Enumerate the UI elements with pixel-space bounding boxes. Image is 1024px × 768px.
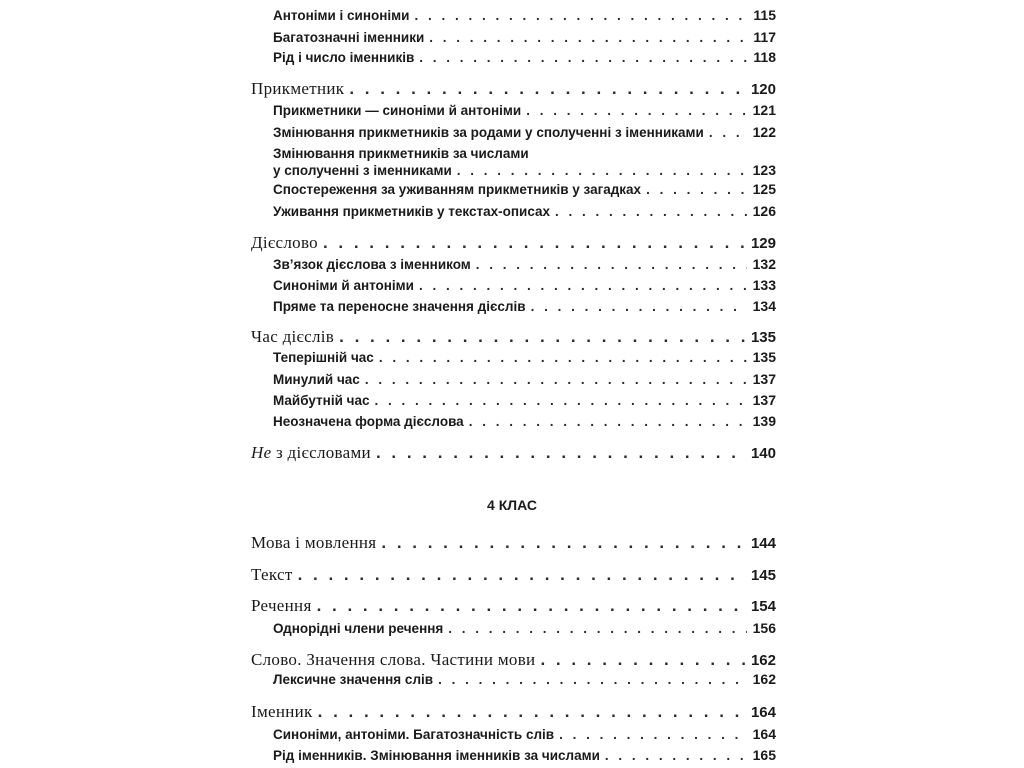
toc-entry-page: 122 (752, 124, 776, 140)
toc-chapter[interactable] (251, 328, 776, 345)
toc-entry-page: 133 (752, 277, 776, 293)
toc-entry-title: Однорідні члени речення (273, 620, 444, 636)
toc-entry-title: Багатозначні іменники (273, 29, 425, 45)
toc-entry[interactable] (273, 748, 776, 762)
toc-chapter[interactable] (251, 703, 776, 720)
dot-leader (469, 415, 747, 429)
toc-chapter-page: 140 (750, 445, 776, 462)
toc-entry-page: 125 (752, 181, 776, 197)
toc-entry-title: Минулий час (273, 371, 360, 387)
dot-leader (365, 373, 747, 387)
toc-chapter[interactable] (251, 444, 776, 461)
dot-leader (381, 534, 745, 551)
toc-chapter-title (251, 444, 371, 461)
section-heading: 4 КЛАС (487, 497, 537, 513)
dot-leader (605, 749, 747, 763)
toc-entry-title: у сполученні з іменниками (273, 162, 452, 178)
toc-entry[interactable] (273, 278, 776, 292)
toc-entry-page: 135 (752, 349, 776, 365)
toc-entry-page: 118 (753, 49, 776, 65)
toc-chapter-title: Час дієслів (251, 327, 335, 346)
toc-entry[interactable] (273, 30, 776, 44)
toc-entry-title: Майбутній час (273, 392, 370, 408)
toc-entry-page: 137 (752, 392, 776, 408)
toc-entry[interactable] (273, 163, 776, 177)
toc-entry-page: 121 (752, 102, 776, 118)
dot-leader (318, 703, 745, 720)
toc-entry-page: 123 (752, 162, 776, 178)
toc-entry-title: Неозначена форма дієслова (273, 413, 464, 429)
toc-entry[interactable] (273, 672, 776, 686)
toc-chapter-title: Текст (251, 565, 293, 584)
dot-leader (540, 651, 745, 668)
toc-entry-page: 156 (752, 620, 776, 636)
toc-chapter-page: 144 (750, 535, 776, 552)
toc-entry-page: 117 (753, 29, 776, 45)
dot-leader (476, 258, 747, 272)
toc-entry[interactable] (273, 621, 776, 635)
toc-chapter-title: Слово. Значення слова. Частини мови (251, 650, 536, 669)
toc-entry[interactable] (273, 182, 776, 196)
dot-leader (414, 9, 747, 23)
toc-entry-page: 162 (752, 671, 776, 687)
toc-entry-page: 165 (752, 747, 776, 763)
dot-leader (376, 444, 745, 461)
dot-leader (379, 351, 747, 365)
toc-entry-title: Рід іменників. Змінювання іменників за числами (273, 747, 600, 763)
toc-entry[interactable] (273, 372, 776, 386)
toc-entry[interactable] (273, 299, 776, 313)
toc-entry[interactable] (273, 8, 776, 22)
toc-chapter[interactable] (251, 597, 776, 614)
dot-leader (419, 51, 747, 65)
toc-chapter-title: Дієслово (251, 233, 318, 252)
toc-chapter-page: 145 (750, 567, 776, 584)
toc-chapter-page: 154 (750, 598, 776, 615)
toc-chapter-page: 120 (750, 81, 776, 98)
toc-entry-title: Синоніми й антоніми (273, 277, 414, 293)
dot-leader (559, 728, 747, 742)
dot-leader (323, 234, 745, 251)
toc-chapter-title: Мова і мовлення (251, 533, 377, 552)
toc-chapter-title-italic: Не (251, 443, 272, 462)
toc-entry-page: 164 (752, 726, 776, 742)
toc-entry-title-line1: Змінювання прикметників за числами (273, 146, 529, 161)
toc-entry[interactable] (273, 103, 776, 117)
dot-leader (526, 104, 746, 118)
dot-leader (448, 622, 746, 636)
toc-chapter-title-rest: з дієсловами (271, 443, 371, 462)
toc-entry-title: Теперішній час (273, 349, 374, 365)
toc-chapter[interactable] (251, 566, 776, 583)
toc-entry[interactable] (273, 125, 776, 139)
toc-entry[interactable] (273, 50, 776, 64)
toc-chapter-title: Прикметник (251, 79, 345, 98)
toc-entry[interactable] (273, 350, 776, 364)
toc-entry[interactable] (273, 727, 776, 741)
toc-chapter[interactable] (251, 80, 776, 97)
toc-entry-title: Пряме та переносне значення дієслів (273, 298, 526, 314)
toc-entry-title: Рід і число іменників (273, 49, 415, 65)
dot-leader (709, 126, 747, 140)
toc-entry[interactable] (273, 393, 776, 407)
toc-entry-page: 126 (752, 203, 776, 219)
toc-entry-title: Змінювання прикметників за родами у сполученні з іменниками (273, 124, 704, 140)
toc-chapter-page: 162 (750, 652, 776, 669)
toc-chapter[interactable] (251, 651, 776, 668)
toc-entry[interactable] (273, 257, 776, 271)
toc-entry-title: Лексичне значення слів (273, 671, 434, 687)
toc-chapter-page: 135 (750, 329, 776, 346)
dot-leader (429, 31, 747, 45)
toc-entry-title: Синоніми, антоніми. Багатозначність слів (273, 726, 555, 742)
toc-entry[interactable] (273, 414, 776, 428)
dot-leader (531, 300, 747, 314)
dot-leader (317, 597, 745, 614)
toc-entry-title: Уживання прикметників у текстах-описах (273, 203, 551, 219)
toc-entry-page: 137 (752, 371, 776, 387)
toc-entry-title: Зв’язок дієслова з іменником (273, 256, 471, 272)
toc-entry-title: Спостереження за уживанням прикметників у загадках (273, 181, 642, 197)
dot-leader (457, 164, 747, 178)
toc-entry-page: 115 (753, 7, 776, 23)
toc-chapter[interactable] (251, 534, 776, 551)
dot-leader (374, 394, 746, 408)
dot-leader (438, 673, 747, 687)
toc-chapter-title: Іменник (251, 702, 313, 721)
dot-leader (419, 279, 747, 293)
toc-chapter-title: Речення (251, 596, 312, 615)
toc-entry-title: Антоніми і синоніми (273, 7, 410, 23)
dot-leader (646, 183, 747, 197)
toc-chapter[interactable] (251, 234, 776, 251)
dot-leader (339, 328, 745, 345)
toc-chapter-page: 164 (750, 704, 776, 721)
toc-chapter-page: 129 (750, 235, 776, 252)
toc-entry-page: 139 (752, 413, 776, 429)
toc-entry-page: 134 (752, 298, 776, 314)
toc-entry-title: Прикметники — синоніми й антоніми (273, 102, 522, 118)
dot-leader (298, 566, 745, 583)
toc-entry-page: 132 (752, 256, 776, 272)
toc-entry[interactable] (273, 204, 776, 218)
dot-leader (555, 205, 747, 219)
dot-leader (349, 80, 745, 97)
